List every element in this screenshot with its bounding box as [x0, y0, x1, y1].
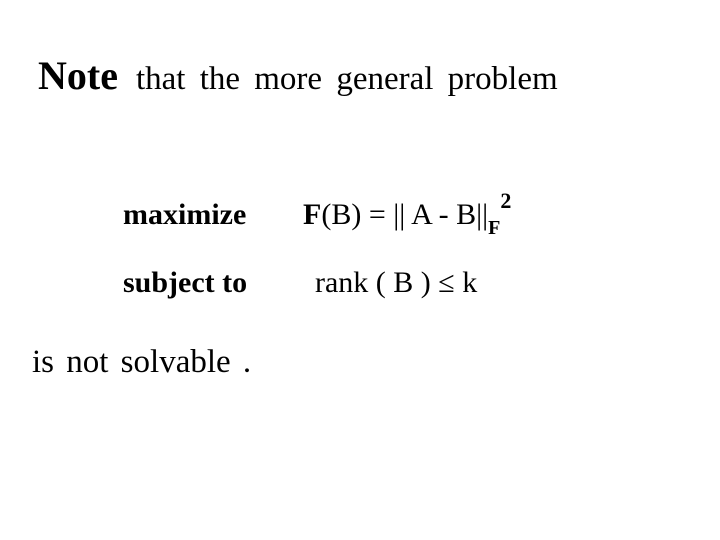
note-word: Note — [38, 53, 118, 98]
maximize-keyword: maximize — [123, 198, 247, 231]
norm-subscript: F — [488, 217, 501, 239]
constraint-row — [108, 238, 477, 298]
constraint-expression: rank ( B ) ≤ k — [315, 266, 478, 299]
objective-row — [108, 170, 512, 239]
title-text: that the more general problem — [135, 61, 558, 97]
title-line — [30, 40, 558, 96]
objective-expression — [303, 188, 512, 239]
objective-body: (B) = || A - B|| — [321, 198, 489, 231]
norm-superscript: 2 — [500, 188, 512, 213]
objective-function-symbol: F — [303, 198, 322, 231]
subject-to-keyword: subject to — [123, 266, 248, 299]
conclusion-text: is not solvable . — [32, 344, 252, 380]
